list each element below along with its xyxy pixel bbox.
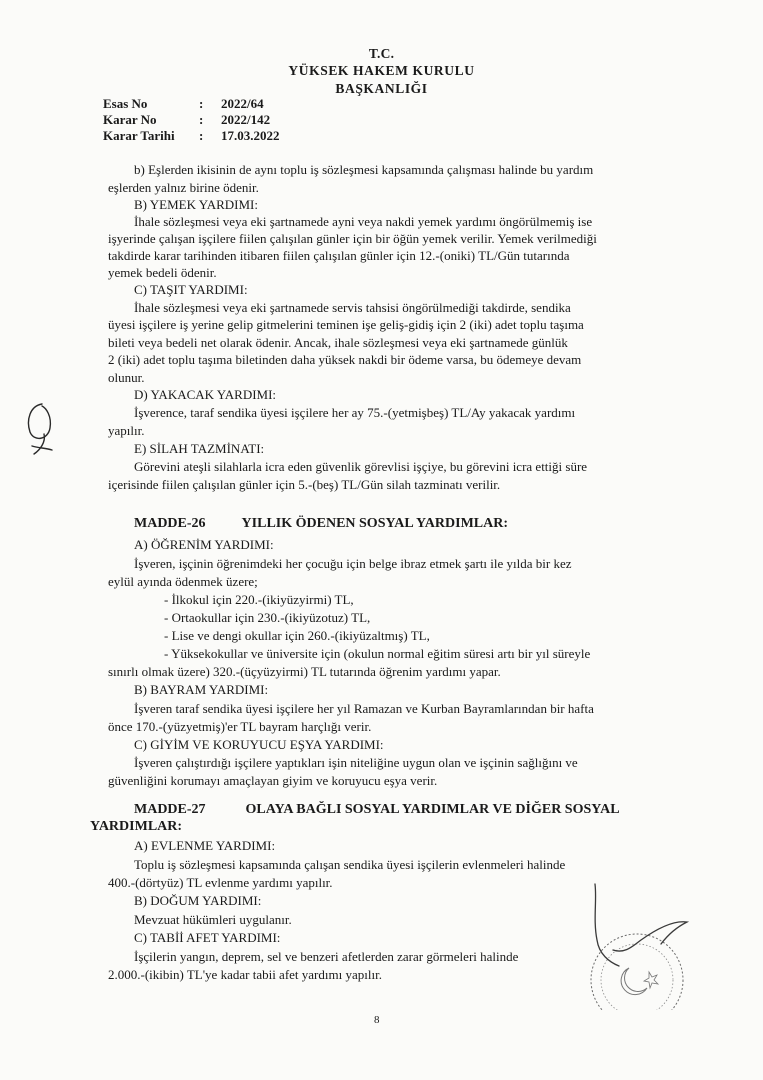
text-line: İşverence, taraf sendika üyesi işçilere her ay 75.-(yetmişbeş) TL/Ay yakacak yardımı <box>134 405 576 420</box>
page-number: 8 <box>374 1014 380 1026</box>
text-line: İşveren taraf sendika üyesi işçilere her yıl Ramazan ve Kurban Bayramlarından bir hafta <box>134 701 594 716</box>
article-27-heading: MADDE-27 OLAYA BAĞLI SOSYAL YARDIMLAR VE DİĞER SOSYAL <box>134 802 620 817</box>
section-heading: A) ÖĞRENİM YARDIMI: <box>134 537 274 552</box>
list-item: - Yüksekokullar ve üniversite için (okulun normal eğitim süresi artı bir yıl süreyle <box>164 646 591 661</box>
meta-esas: Esas No : 2022/64 <box>103 96 264 111</box>
text-line: güvenliğini korumayı amaçlayan giyim ve koruyucu eşya verir. <box>108 773 438 788</box>
article-26-heading: MADDE-26 YILLIK ÖDENEN SOSYAL YARDIMLAR: <box>134 516 508 531</box>
section-heading: D) YAKACAK YARDIMI: <box>134 387 277 402</box>
text-line: Görevini ateşli silahlarla icra eden güvenlik görevlisi işçiye, bu görevini icra ettiği süre <box>134 459 588 474</box>
text-line: bileti veya bedeli net olarak ödenir. Ancak, ihale sözleşmesi veya eki şartnamede günlük <box>108 335 568 350</box>
text-line: İhale sözleşmesi veya eki şartnamede servis tahsisi öngörülmediği takdirde, sendika <box>134 300 571 315</box>
text-line: üyesi işçilere iş yerine gelip gitmelerini teminen işe geliş-gidiş için 2 (iki) adet toplu taşıma <box>108 317 584 332</box>
text-line: İşveren, işçinin öğrenimdeki her çocuğu için belge ibraz etmek şartı ile yılda bir kez <box>134 556 572 571</box>
text-line: 2.000.-(ikibin) TL'ye kadar tabii afet yardımı yapılır. <box>108 967 382 982</box>
header-institution: YÜKSEK HAKEM KURULU <box>288 63 475 78</box>
text-line: 2 (iki) adet toplu taşıma biletinden daha yüksek nakdi bir ödeme varsa, bu ödemeye devam <box>108 352 582 367</box>
text-line: önce 170.-(yüzyetmiş)'er TL bayram harçlığı verir. <box>108 719 372 734</box>
section-heading: E) SİLAH TAZMİNATI: <box>134 441 265 456</box>
text-line: 400.-(dörtyüz) TL evlenme yardımı yapılır. <box>108 875 333 890</box>
text-line: olunur. <box>108 370 145 385</box>
meta-karar-tarihi: Karar Tarihi : 17.03.2022 <box>103 128 280 143</box>
text-line: Toplu iş sözleşmesi kapsamında çalışan sendika üyesi işçilerin evlenmeleri halinde <box>134 857 566 872</box>
text-line: içerisinde fiilen çalışılan günler için 5.-(beş) TL/Gün silah tazminatı verilir. <box>108 477 501 492</box>
meta-karar-no: Karar No : 2022/142 <box>103 112 271 127</box>
section-heading: C) TABİİ AFET YARDIMI: <box>134 930 281 945</box>
list-item: - Ortaokullar için 230.-(ikiyüzotuz) TL, <box>164 610 371 625</box>
text-line: İşçilerin yangın, deprem, sel ve benzeri afetlerden zarar görmeleri halinde <box>134 949 519 964</box>
section-heading: B) BAYRAM YARDIMI: <box>134 682 269 697</box>
list-item: - Lise ve dengi okullar için 260.-(ikiyüzaltmış) TL, <box>164 628 430 643</box>
text-line: Mevzuat hükümleri uygulanır. <box>134 912 292 927</box>
text-line: eşlerden yalnız birine ödenir. <box>108 180 259 195</box>
text-line: İhale sözleşmesi veya eki şartnamede ayni veya nakdi yemek yardımı öngörülmemiş ise <box>134 214 593 229</box>
header-tc: T.C. <box>368 46 395 61</box>
section-heading: C) TAŞIT YARDIMI: <box>134 282 248 297</box>
text-line: b) Eşlerden ikisinin de aynı toplu iş sözleşmesi kapsamında çalışması halinde bu yardım <box>134 162 594 177</box>
official-seal <box>575 880 725 1010</box>
text-line: yapılır. <box>108 423 145 438</box>
section-heading: B) DOĞUM YARDIMI: <box>134 893 262 908</box>
section-heading: B) YEMEK YARDIMI: <box>134 197 258 212</box>
section-heading: A) EVLENME YARDIMI: <box>134 838 276 853</box>
text-line: yemek bedeli ödenir. <box>108 265 217 280</box>
section-heading: C) GİYİM VE KORUYUCU EŞYA YARDIMI: <box>134 737 384 752</box>
text-line: takdirde karar tarihinden itibaren fiilen çalışılan günler için 12.-(oniki) TL/Gün tutarında <box>108 248 570 263</box>
article-27-heading-cont: YARDIMLAR: <box>90 819 183 834</box>
header-department: BAŞKANLIĞI <box>335 81 428 96</box>
text-line: İşveren çalıştırdığı işçilere yaptıkları işin niteliğine uygun olan ve işçinin sağlığını ve <box>134 755 578 770</box>
text-line: eylül ayında ödenmek üzere; <box>108 574 258 589</box>
text-line: sınırlı olmak üzere) 320.-(üçyüzyirmi) TL tutarında öğrenim yardımı yapar. <box>108 664 501 679</box>
handwritten-signature <box>20 398 60 462</box>
text-line: işyerinde çalışan işçilere fiilen çalışılan günler için bir öğün yemek verilir. Yemek verilmediği <box>108 231 597 246</box>
list-item: - İlkokul için 220.-(ikiyüzyirmi) TL, <box>164 592 354 607</box>
